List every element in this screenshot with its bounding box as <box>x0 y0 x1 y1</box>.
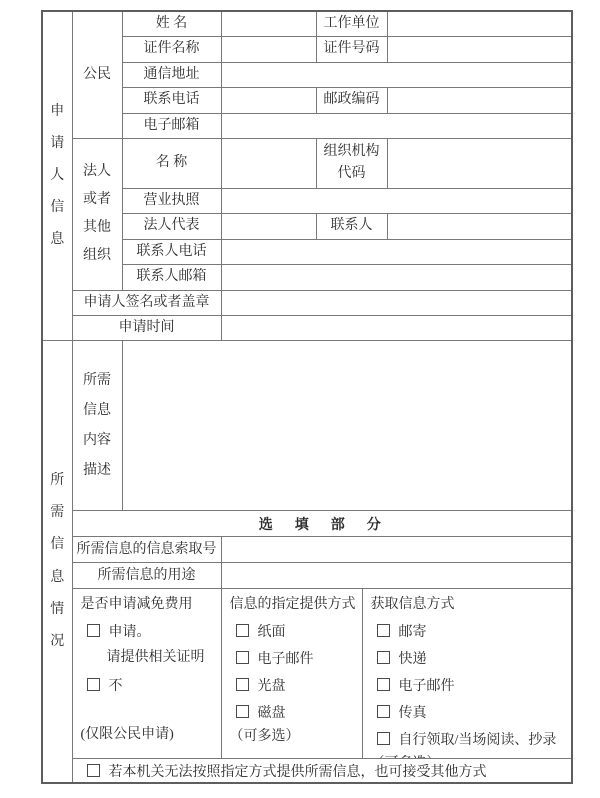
fallback-label: 若本机关无法按照指定方式提供所需信息，也可接受其他方式 <box>108 764 487 780</box>
obtain-footer-note <box>363 752 572 759</box>
input-phone[interactable] <box>221 88 316 113</box>
input-contact-email[interactable] <box>221 265 572 290</box>
input-id-number[interactable] <box>387 37 572 62</box>
label-phone: 联系电话 <box>122 88 221 113</box>
input-signature[interactable] <box>221 290 572 315</box>
input-contact[interactable] <box>387 214 572 239</box>
obtain-option-express[interactable] <box>363 644 572 671</box>
description-label-text: 所需信息内容描述 <box>83 372 111 478</box>
fee-no-option[interactable] <box>73 671 221 698</box>
checkbox-icon[interactable] <box>377 705 390 718</box>
label-contact: 联系人 <box>316 214 387 239</box>
obtain-express-label: 快递 <box>398 651 427 667</box>
citizen-group-label <box>72 11 122 138</box>
provide-option-email[interactable] <box>222 644 362 671</box>
fee-apply-label: 申请。 <box>108 624 151 640</box>
checkbox-icon[interactable] <box>377 624 390 637</box>
obtain-option-self[interactable] <box>363 725 572 752</box>
provide-footer-note: （可多选） <box>229 729 300 745</box>
checkbox-icon[interactable] <box>236 678 249 691</box>
input-email[interactable] <box>221 113 572 138</box>
application-form-table <box>41 10 573 784</box>
provide-method-header: 信息的指定提供方式 <box>229 597 356 613</box>
fee-waiver-header: 是否申请减免费用 <box>80 597 193 613</box>
checkbox-icon[interactable] <box>377 678 390 691</box>
checkbox-icon[interactable] <box>377 651 390 664</box>
input-name[interactable] <box>221 11 316 37</box>
label-contact-phone: 联系人电话 <box>122 239 221 264</box>
label-license: 营业执照 <box>122 188 221 213</box>
input-legal-rep[interactable] <box>221 214 316 239</box>
fallback-option-cell <box>72 759 572 783</box>
input-address[interactable] <box>221 62 572 87</box>
checkbox-icon[interactable] <box>377 732 390 745</box>
section-needed-side-label <box>42 341 72 783</box>
citizen-group-text: 公民 <box>83 66 111 82</box>
label-signature: 申请人签名或者盖章 <box>72 290 221 315</box>
obtain-self-label: 自行领取/当场阅读、抄录 <box>398 732 557 748</box>
checkbox-icon[interactable] <box>236 651 249 664</box>
input-apply-date[interactable] <box>221 315 572 340</box>
obtain-option-fax[interactable] <box>363 698 572 725</box>
label-postcode: 邮政编码 <box>316 88 387 113</box>
label-id-type: 证件名称 <box>122 37 221 62</box>
organization-group-label <box>72 138 122 290</box>
obtain-email-label: 电子邮件 <box>398 678 455 694</box>
label-org-code: 组织机构代码 <box>316 138 387 188</box>
input-index-number[interactable] <box>221 537 572 563</box>
input-description[interactable] <box>122 341 572 511</box>
checkbox-icon[interactable] <box>236 705 249 718</box>
provide-option-cd[interactable] <box>222 671 362 698</box>
label-work-unit: 工作单位 <box>316 11 387 37</box>
input-license[interactable] <box>221 188 572 213</box>
checkbox-icon[interactable] <box>87 764 100 777</box>
label-index-number: 所需信息的信息索取号 <box>72 537 221 563</box>
fee-footer-note: (仅限公民申请) <box>80 727 174 743</box>
label-legal-rep: 法人代表 <box>122 214 221 239</box>
label-org-name: 名 称 <box>122 138 221 188</box>
provide-email-label: 电子邮件 <box>257 651 314 667</box>
provide-paper-label: 纸面 <box>257 624 286 640</box>
needed-side-text: 所需信息情况 <box>50 472 65 649</box>
fee-waiver-cell <box>72 589 221 759</box>
label-address: 通信地址 <box>122 62 221 87</box>
provide-option-disk[interactable] <box>222 698 362 725</box>
input-work-unit[interactable] <box>387 11 572 37</box>
label-id-number: 证件号码 <box>316 37 387 62</box>
section-applicant-side-label <box>42 11 72 341</box>
label-purpose: 所需信息的用途 <box>72 563 221 589</box>
obtain-mail-label: 邮寄 <box>398 624 427 640</box>
provide-method-cell <box>221 589 362 759</box>
provide-option-paper[interactable] <box>222 617 362 644</box>
label-contact-email: 联系人邮箱 <box>122 265 221 290</box>
provide-cd-label: 光盘 <box>257 678 286 694</box>
label-description <box>72 341 122 511</box>
label-name: 姓 名 <box>122 11 221 37</box>
label-apply-date: 申请时间 <box>72 315 221 340</box>
input-postcode[interactable] <box>387 88 572 113</box>
checkbox-icon[interactable] <box>87 678 100 691</box>
input-org-name[interactable] <box>221 138 316 188</box>
obtain-method-header: 获取信息方式 <box>370 597 455 613</box>
organization-group-text: 法人或者其他组织 <box>83 164 111 264</box>
optional-section-header: 选 填 部 分 <box>72 511 572 537</box>
applicant-side-text: 申请人信息 <box>50 103 65 248</box>
obtain-method-cell <box>362 589 572 759</box>
fee-no-label: 不 <box>108 678 123 694</box>
input-id-type[interactable] <box>221 37 316 62</box>
fee-apply-note: 请提供相关证明 <box>106 650 205 666</box>
provide-disk-label: 磁盘 <box>257 705 286 721</box>
input-contact-phone[interactable] <box>221 239 572 264</box>
label-email: 电子邮箱 <box>122 113 221 138</box>
fallback-option[interactable] <box>73 761 572 781</box>
obtain-fax-label: 传真 <box>398 705 427 721</box>
fee-apply-option[interactable] <box>73 617 221 644</box>
input-org-code[interactable] <box>387 138 572 188</box>
obtain-option-email[interactable] <box>363 671 572 698</box>
checkbox-icon[interactable] <box>236 624 249 637</box>
checkbox-icon[interactable] <box>87 624 100 637</box>
input-purpose[interactable] <box>221 563 572 589</box>
obtain-option-mail[interactable] <box>363 617 572 644</box>
